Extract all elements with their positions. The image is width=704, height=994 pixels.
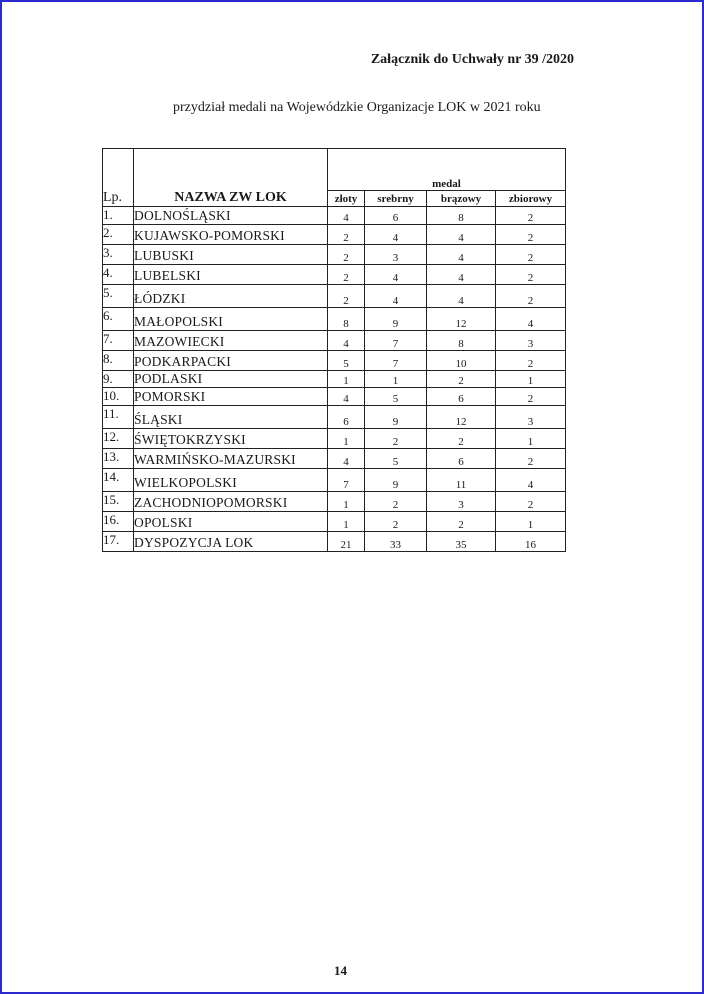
row-lp: 11. <box>103 406 134 429</box>
column-header-silver: srebrny <box>365 191 427 207</box>
row-silver: 5 <box>365 388 427 406</box>
row-silver: 2 <box>365 512 427 532</box>
table-row <box>103 406 566 429</box>
row-bronze: 4 <box>427 285 496 308</box>
row-bronze: 8 <box>427 331 496 351</box>
row-name: PODLASKI <box>134 371 328 388</box>
row-silver: 9 <box>365 308 427 331</box>
row-bronze: 2 <box>427 371 496 388</box>
table-row <box>103 285 566 308</box>
row-lp: 8. <box>103 351 134 371</box>
row-bronze: 3 <box>427 492 496 512</box>
row-name: ZACHODNIOPOMORSKI <box>134 492 328 512</box>
row-collective: 1 <box>496 429 566 449</box>
row-gold: 4 <box>328 449 365 469</box>
row-lp: 14. <box>103 469 134 492</box>
row-collective: 2 <box>496 388 566 406</box>
row-gold: 7 <box>328 469 365 492</box>
row-collective: 3 <box>496 406 566 429</box>
row-silver: 7 <box>365 331 427 351</box>
row-name: PODKARPACKI <box>134 351 328 371</box>
table-row <box>103 371 566 388</box>
row-collective: 3 <box>496 331 566 351</box>
row-lp: 12. <box>103 429 134 449</box>
row-silver: 4 <box>365 285 427 308</box>
row-silver: 3 <box>365 245 427 265</box>
row-bronze: 4 <box>427 225 496 245</box>
row-bronze: 35 <box>427 532 496 552</box>
row-silver: 1 <box>365 371 427 388</box>
row-gold: 2 <box>328 265 365 285</box>
row-lp: 10. <box>103 388 134 406</box>
row-name: WIELKOPOLSKI <box>134 469 328 492</box>
row-silver: 2 <box>365 429 427 449</box>
row-collective: 2 <box>496 207 566 225</box>
table-row <box>103 512 566 532</box>
row-gold: 21 <box>328 532 365 552</box>
table-row <box>103 245 566 265</box>
row-lp: 1. <box>103 207 134 225</box>
row-name: MAŁOPOLSKI <box>134 308 328 331</box>
row-name: LUBUSKI <box>134 245 328 265</box>
table-row <box>103 265 566 285</box>
row-silver: 4 <box>365 265 427 285</box>
table-row <box>103 469 566 492</box>
row-lp: 17. <box>103 532 134 552</box>
row-collective: 1 <box>496 371 566 388</box>
row-bronze: 10 <box>427 351 496 371</box>
row-collective: 2 <box>496 245 566 265</box>
row-collective: 2 <box>496 285 566 308</box>
row-lp: 7. <box>103 331 134 351</box>
row-collective: 2 <box>496 449 566 469</box>
row-lp: 15. <box>103 492 134 512</box>
row-bronze: 6 <box>427 449 496 469</box>
row-collective: 2 <box>496 351 566 371</box>
row-lp: 6. <box>103 308 134 331</box>
row-bronze: 4 <box>427 265 496 285</box>
row-name: WARMIŃSKO-MAZURSKI <box>134 449 328 469</box>
row-collective: 2 <box>496 225 566 245</box>
column-header-name: NAZWA ZW LOK <box>134 149 328 207</box>
row-name: OPOLSKI <box>134 512 328 532</box>
row-bronze: 4 <box>427 245 496 265</box>
row-lp: 5. <box>103 285 134 308</box>
attachment-title: Załącznik do Uchwały nr 39 /2020 <box>370 52 574 67</box>
row-silver: 6 <box>365 207 427 225</box>
table-row <box>103 388 566 406</box>
row-gold: 2 <box>328 245 365 265</box>
row-gold: 1 <box>328 371 365 388</box>
row-gold: 8 <box>328 308 365 331</box>
row-lp: 9. <box>103 371 134 388</box>
row-bronze: 8 <box>427 207 496 225</box>
row-bronze: 2 <box>427 512 496 532</box>
row-gold: 6 <box>328 406 365 429</box>
column-header-collective: zbiorowy <box>496 191 566 207</box>
row-lp: 4. <box>103 265 134 285</box>
column-header-medal: medal <box>328 149 566 191</box>
row-gold: 1 <box>328 512 365 532</box>
row-bronze: 6 <box>427 388 496 406</box>
row-lp: 3. <box>103 245 134 265</box>
row-name: MAZOWIECKI <box>134 331 328 351</box>
row-name: ŚWIĘTOKRZYSKI <box>134 429 328 449</box>
row-name: ŁÓDZKI <box>134 285 328 308</box>
row-lp: 2. <box>103 225 134 245</box>
row-name: DOLNOŚLĄSKI <box>134 207 328 225</box>
row-collective: 4 <box>496 469 566 492</box>
row-silver: 7 <box>365 351 427 371</box>
table-row <box>103 492 566 512</box>
row-gold: 4 <box>328 331 365 351</box>
table-row <box>103 207 566 225</box>
row-silver: 2 <box>365 492 427 512</box>
row-name: DYSPOZYCJA LOK <box>134 532 328 552</box>
row-bronze: 12 <box>427 308 496 331</box>
medal-allocation-table <box>102 148 566 552</box>
table-row <box>103 308 566 331</box>
table-row <box>103 351 566 371</box>
document-subtitle: przydział medali na Wojewódzkie Organizacje LOK w 2021 roku <box>173 100 541 115</box>
row-collective: 1 <box>496 512 566 532</box>
row-gold: 4 <box>328 388 365 406</box>
page-number: 14 <box>334 963 347 978</box>
table-row <box>103 449 566 469</box>
row-silver: 9 <box>365 469 427 492</box>
row-silver: 4 <box>365 225 427 245</box>
table-row <box>103 429 566 449</box>
row-collective: 2 <box>496 265 566 285</box>
row-lp: 13. <box>103 449 134 469</box>
row-name: KUJAWSKO-POMORSKI <box>134 225 328 245</box>
row-name: ŚLĄSKI <box>134 406 328 429</box>
row-name: LUBELSKI <box>134 265 328 285</box>
row-gold: 4 <box>328 207 365 225</box>
row-silver: 33 <box>365 532 427 552</box>
row-bronze: 11 <box>427 469 496 492</box>
column-header-bronze: brązowy <box>427 191 496 207</box>
row-bronze: 2 <box>427 429 496 449</box>
column-header-gold: złoty <box>328 191 365 207</box>
row-gold: 5 <box>328 351 365 371</box>
row-silver: 5 <box>365 449 427 469</box>
row-gold: 2 <box>328 225 365 245</box>
row-lp: 16. <box>103 512 134 532</box>
row-gold: 1 <box>328 429 365 449</box>
row-collective: 4 <box>496 308 566 331</box>
column-header-lp: Lp. <box>103 149 134 207</box>
row-gold: 1 <box>328 492 365 512</box>
row-silver: 9 <box>365 406 427 429</box>
row-name: POMORSKI <box>134 388 328 406</box>
row-collective: 16 <box>496 532 566 552</box>
table-row <box>103 331 566 351</box>
table-row <box>103 532 566 552</box>
row-bronze: 12 <box>427 406 496 429</box>
row-collective: 2 <box>496 492 566 512</box>
table-row <box>103 225 566 245</box>
row-gold: 2 <box>328 285 365 308</box>
